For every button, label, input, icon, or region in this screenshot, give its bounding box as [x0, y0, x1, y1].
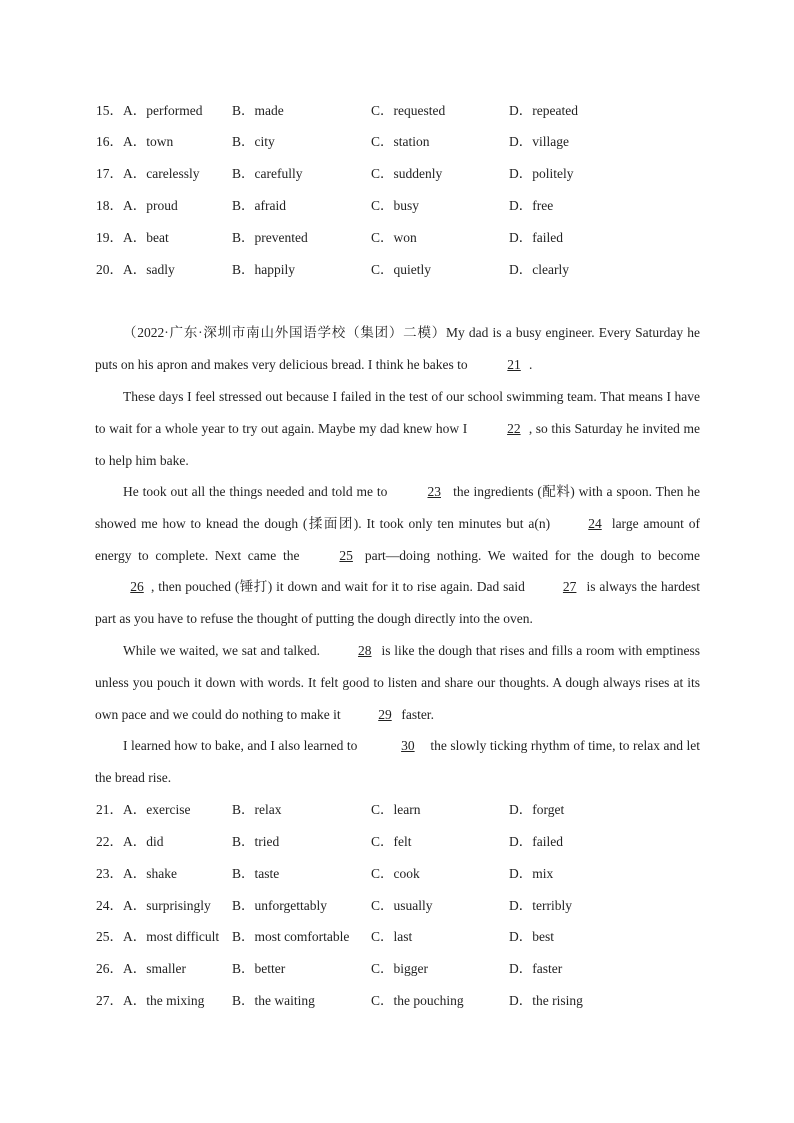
option-c: C．quietly	[371, 262, 431, 277]
option-d: D．best	[509, 929, 554, 944]
passage-paragraph: While we waited, we sat and talked. 28 is like the dough that rises and fills a room with emptiness unless you pouch it down with words. It felt good to listen and share our thoughts. A dough always rises at its own pace and we could do nothing to make it 29 faster.	[95, 635, 700, 730]
blank-30: 30	[401, 738, 415, 753]
question-row	[96, 132, 716, 152]
question-row	[96, 896, 716, 916]
option-a: 20．A．sadly	[96, 262, 175, 277]
option-c: C．the pouching	[371, 993, 464, 1008]
option-c: C．felt	[371, 834, 412, 849]
option-d: D．forget	[509, 802, 565, 817]
question-row	[96, 832, 716, 852]
option-a: 18．A．proud	[96, 198, 178, 213]
option-b: B．afraid	[232, 198, 286, 213]
option-c: C．last	[371, 929, 413, 944]
passage-paragraph: These days I feel stressed out because I failed in the test of our school swimming team. That means I have to wait for a whole year to try out again. Maybe my dad knew how I 22 , so this Saturday he invited me to help him bake.	[95, 389, 700, 468]
question-row	[96, 927, 716, 947]
option-b: B．tried	[232, 834, 280, 849]
blank-27: 27	[562, 579, 577, 595]
question-row	[96, 260, 716, 280]
question-row	[96, 800, 716, 820]
question-row	[96, 196, 716, 216]
option-d: D．politely	[509, 166, 574, 181]
question-row	[96, 959, 716, 979]
option-d: D．terribly	[509, 898, 572, 913]
option-a: 23．A．shake	[96, 866, 177, 881]
option-c: C．busy	[371, 198, 420, 213]
option-d: D．failed	[509, 834, 563, 849]
passage-paragraph: He took out all the things needed and told me to 23 the ingredients (配料) with a spoon. Then he showed me how to knead the dough (揉面团). It took only ten minutes but a(n) 24 large amount of energy to complete. Next came the 25 part—doing nothing. We waited for the dough to become 26 , then pouched (锤打) it down and wait for it to rise again. Dad said 27 is always the hardest part as you have to refuse the thought of putting the dough directly into the oven.	[95, 476, 700, 635]
option-b: B．relax	[232, 802, 282, 817]
blank-25: 25	[339, 547, 353, 563]
option-d: D．village	[509, 134, 569, 149]
option-b: B．better	[232, 961, 286, 976]
option-b: B．unforgettably	[232, 898, 327, 913]
option-d: D．repeated	[509, 103, 578, 118]
question-row	[96, 164, 716, 184]
blank-28: 28	[358, 643, 372, 658]
blank-26: 26	[130, 579, 144, 595]
option-b: B．prevented	[232, 230, 308, 245]
option-b: B．most comfortable	[232, 929, 350, 944]
option-d: D．free	[509, 198, 554, 213]
source-label: （2022·广东·深圳市南山外国语学校（集团）二模）	[123, 325, 446, 340]
option-d: D．failed	[509, 230, 563, 245]
option-c: C．learn	[371, 802, 421, 817]
blank-29: 29	[378, 706, 392, 722]
option-a: 27．A．the mixing	[96, 993, 205, 1008]
option-b: B．carefully	[232, 166, 303, 181]
option-a: 22．A．did	[96, 834, 164, 849]
passage-paragraph: （2022·广东·深圳市南山外国语学校（集团）二模）My dad is a busy engineer. Every Saturday he puts on his apron and makes very delicious bread. I think he bakes to 21 .	[95, 317, 700, 381]
option-a: 15．A．performed	[96, 103, 203, 118]
option-d: D．the rising	[509, 993, 583, 1008]
option-d: D．clearly	[509, 262, 569, 277]
option-a: 21．A．exercise	[96, 802, 191, 817]
blank-21: 21	[507, 356, 521, 372]
option-a: 24．A．surprisingly	[96, 898, 211, 913]
option-a: 16．A．town	[96, 134, 174, 149]
option-c: C．usually	[371, 898, 433, 913]
option-c: C．station	[371, 134, 430, 149]
option-c: C．suddenly	[371, 166, 443, 181]
blank-24: 24	[588, 515, 602, 531]
passage-paragraph: I learned how to bake, and I also learned to 30 the slowly ticking rhythm of time, to relax and let the bread rise.	[95, 730, 700, 794]
option-c: C．requested	[371, 103, 446, 118]
option-c: C．won	[371, 230, 417, 245]
question-row	[96, 991, 716, 1011]
option-c: C．cook	[371, 866, 420, 881]
option-a: 25．A．most difficult	[96, 929, 220, 944]
question-row	[96, 101, 716, 121]
blank-23: 23	[427, 484, 441, 499]
option-a: 26．A．smaller	[96, 961, 186, 976]
option-b: B．taste	[232, 866, 280, 881]
option-a: 19．A．beat	[96, 230, 169, 245]
option-b: B．happily	[232, 262, 295, 277]
question-row	[96, 228, 716, 248]
option-b: B．the waiting	[232, 993, 315, 1008]
option-b: B．made	[232, 103, 284, 118]
option-c: C．bigger	[371, 961, 428, 976]
question-row	[96, 864, 716, 884]
option-a: 17．A．carelessly	[96, 166, 200, 181]
blank-22: 22	[507, 420, 521, 436]
option-d: D．mix	[509, 866, 554, 881]
option-b: B．city	[232, 134, 275, 149]
option-d: D．faster	[509, 961, 563, 976]
